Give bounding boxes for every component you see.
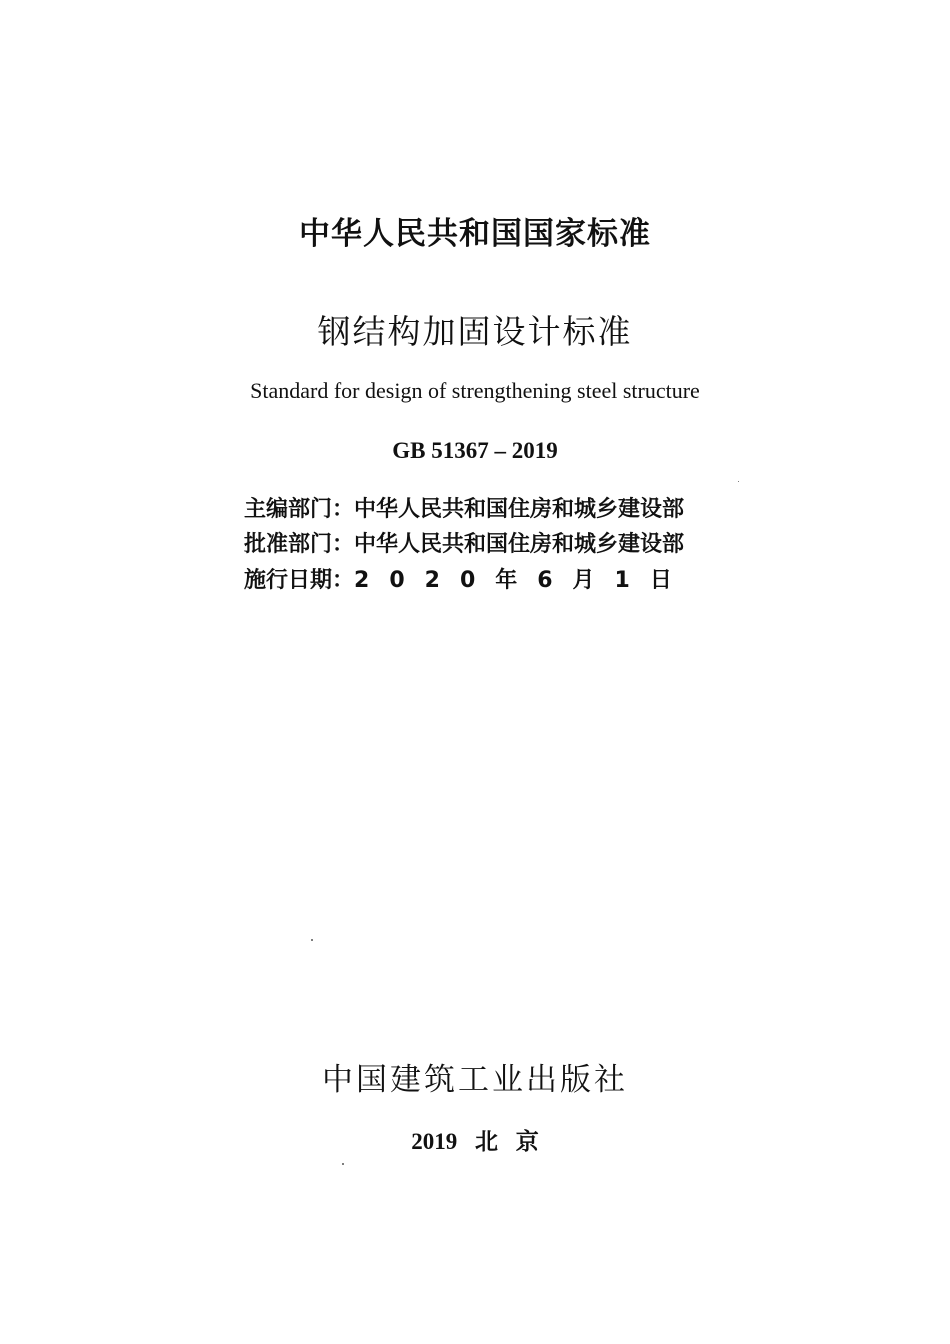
editor-department-value: 中华人民共和国住房和城乡建设部 [354,497,685,522]
standard-title-chinese: 钢结构加固设计标准 [317,312,633,351]
effective-date-row [244,566,692,596]
approver-department-row [244,530,684,560]
scan-speck [738,481,739,482]
standard-code: GB 51367 – 2019 [392,438,558,463]
approver-department-label: 批准部门： [244,532,355,557]
effective-date-label: 施行日期： [244,568,355,593]
scan-speck [311,939,313,941]
scan-speck [342,1163,344,1165]
publisher-name: 中国建筑工业出版社 [322,1062,628,1098]
effective-date-value: 2020年6月1日 [354,568,692,593]
national-standard-heading: 中华人民共和国国家标准 [299,216,651,252]
editor-department-row [244,495,684,525]
approver-department-value: 中华人民共和国住房和城乡建设部 [354,532,685,557]
standard-title-english: Standard for design of strengthening steel structure [250,378,700,403]
editor-department-label: 主编部门： [244,497,355,522]
publication-year-place: 2019 北 京 [411,1129,539,1154]
